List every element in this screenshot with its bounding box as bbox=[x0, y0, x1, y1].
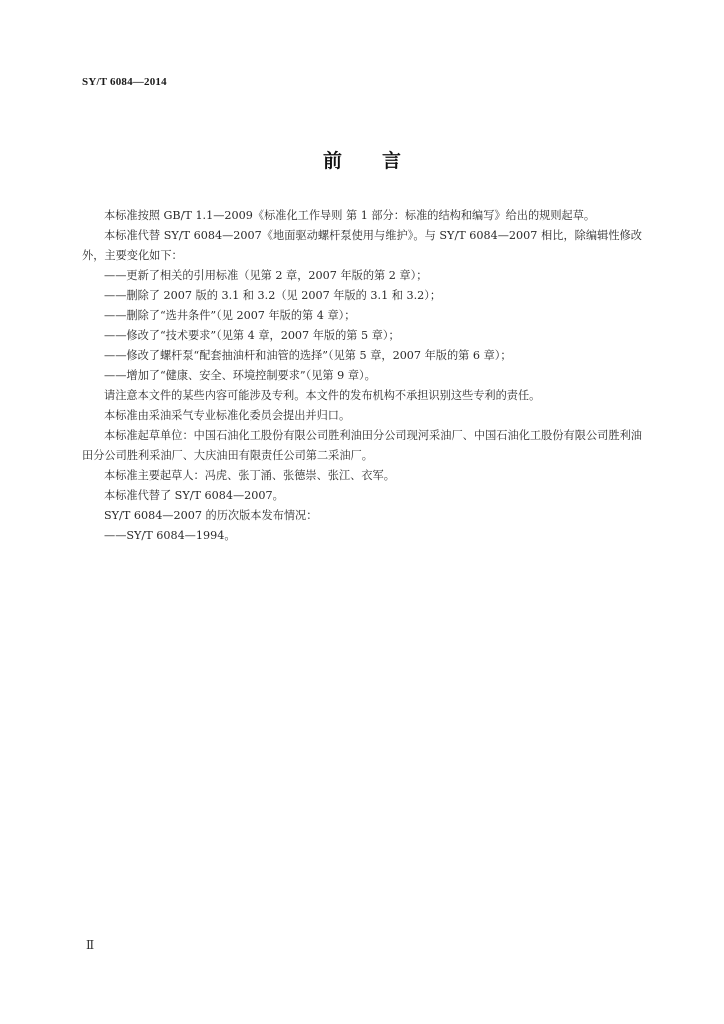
paragraph-patent-notice: 请注意本文件的某些内容可能涉及专利。本文件的发布机构不承担识别这些专利的责任。 bbox=[104, 389, 541, 402]
paragraph-drafters: 本标准主要起草人：冯虎、张丁涌、张德崇、张江、衣军。 bbox=[104, 469, 395, 482]
paragraph-replacement: 本标准代替 SY/T 6084—2007《地面驱动螺杆泵使用与维护》。与 SY/T 6084—2007 相比，除编辑性修改外，主要变化如下： bbox=[82, 229, 642, 262]
version-history-item: ——SY/T 6084—1994。 bbox=[104, 529, 236, 542]
title-char-1: 前 bbox=[322, 150, 342, 172]
change-item: ——删除了 2007 版的 3.1 和 3.2（见 2007 年版的 3.1 和 3.2）； bbox=[104, 289, 442, 302]
title-char-2: 言 bbox=[382, 150, 402, 172]
paragraph-drafting-units: 本标准起草单位：中国石油化工股份有限公司胜利油田分公司现河采油厂、中国石油化工股份有限公司胜利油田分公司胜利采油厂、大庆油田有限责任公司第二采油厂。 bbox=[82, 429, 642, 462]
foreword-body bbox=[82, 206, 642, 546]
change-item: ——修改了“技术要求”（见第 4 章，2007 年版的第 5 章）； bbox=[104, 329, 400, 342]
paragraph-drafting-rules: 本标准按照 GB/T 1.1—2009《标准化工作导则 第 1 部分：标准的结构和编写》给出的规则起草。 bbox=[104, 209, 596, 222]
standard-code: SY/T 6084—2014 bbox=[82, 76, 167, 88]
paragraph-version-history: SY/T 6084—2007 的历次版本发布情况： bbox=[104, 509, 318, 522]
paragraph-proposer: 本标准由采油采气专业标准化委员会提出并归口。 bbox=[104, 409, 351, 422]
page-title bbox=[0, 146, 724, 173]
page-number: Ⅱ bbox=[86, 938, 95, 952]
paragraph-replaces: 本标准代替了 SY/T 6084—2007。 bbox=[104, 489, 284, 502]
change-item: ——修改了螺杆泵“配套抽油杆和油管的选择”（见第 5 章，2007 年版的第 6 章）； bbox=[104, 349, 512, 362]
change-item: ——更新了相关的引用标准（见第 2 章，2007 年版的第 2 章）； bbox=[104, 269, 428, 282]
change-item: ——删除了“选井条件”（见 2007 年版的第 4 章）； bbox=[104, 309, 356, 322]
change-item: ——增加了“健康、安全、环境控制要求”（见第 9 章）。 bbox=[104, 369, 376, 382]
